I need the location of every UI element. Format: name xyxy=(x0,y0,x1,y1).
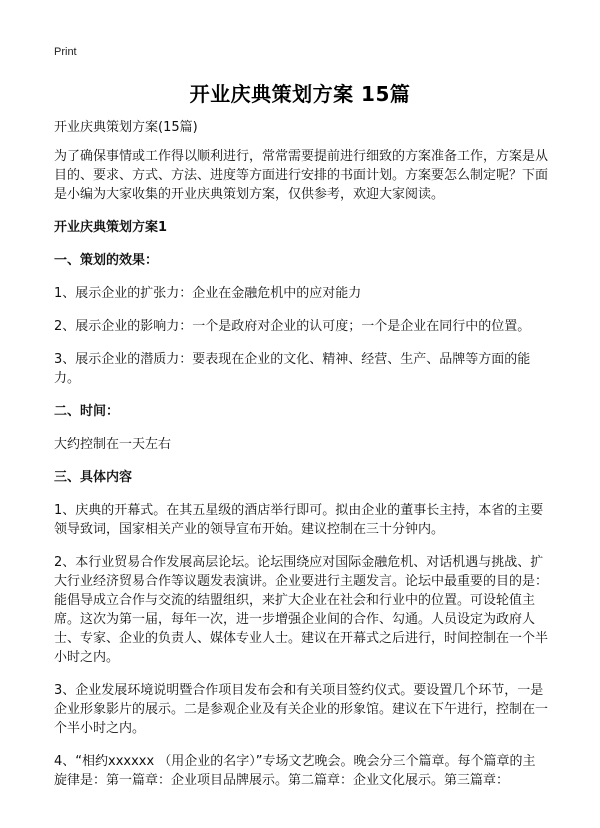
effect-item: 1、展示企业的扩张力：企业在金融危机中的应对能力 xyxy=(54,286,362,301)
content-item: 3、企业发展环境说明暨合作项目发布会和有关项目签约仪式。要设置几个环节，一是企业形象影片的展示。二是参观企业及有关企业的形象馆。建议在下午进行，控制在一个半小时之内。 xyxy=(54,683,549,736)
content-item: 4、“相约xxxxxx （用企业的名字）”专场文艺晚会。晚会分三个篇章。每个篇章的主旋律是：第一篇章：企业项目品牌展示。第二篇章：企业文化展示。第三篇章： xyxy=(54,754,536,788)
effect-item: 3、展示企业的潜质力：要表现在企业的文化、精神、经营、生产、品牌等方面的能力。 xyxy=(54,352,531,386)
time-text: 大约控制在一天左右 xyxy=(54,437,172,452)
content-item: 1、庆典的开幕式。在其五星级的酒店举行即可。拟由企业的董事长主持，本省的主要领导致词，国家相关产业的领导宣布开始。建议控制在三十分钟内。 xyxy=(54,503,544,537)
plan-title: 开业庆典策划方案1 xyxy=(54,220,168,235)
section-heading-time: 二、时间： xyxy=(54,404,120,419)
section-heading-effects: 一、策划的效果： xyxy=(54,253,159,268)
section-heading-content: 三、具体内容 xyxy=(54,470,133,485)
content-item: 2、本行业贸易合作发展高层论坛。论坛围绕应对国际金融危机、对话机遇与挑战、扩大行业经济贸易合作等议题发表演讲。企业要进行主题发言。论坛中最重要的目的是：能倡导成立合作与交流的结盟组织，来扩大企业在社会和行业中的位置。可设轮值主席。这次为第一届，每年一次，进一步增强企业间的合作、勾通。人员设定为政府人士、专家、企业的负责人、媒体专业人士。建议在开幕式之后进行，时间控制在一个半小时之内。 xyxy=(54,555,549,665)
document-body xyxy=(54,118,548,804)
intro-paragraph: 为了确保事情或工作得以顺利进行，常常需要提前进行细致的方案准备工作，方案是从目的、要求、方式、方法、进度等方面进行安排的书面计划。方案要怎么制定呢？下面是小编为大家收集的开业庆典策划方案，仅供参考，欢迎大家阅读。 xyxy=(54,149,549,202)
document-title: 开业庆典策划方案 15篇 xyxy=(189,82,411,106)
print-label: Print xyxy=(54,46,77,58)
document-subtitle: 开业庆典策划方案(15篇) xyxy=(54,120,198,135)
effect-item: 2、展示企业的影响力：一个是政府对企业的认可度；一个是企业在同行中的位置。 xyxy=(54,319,531,334)
